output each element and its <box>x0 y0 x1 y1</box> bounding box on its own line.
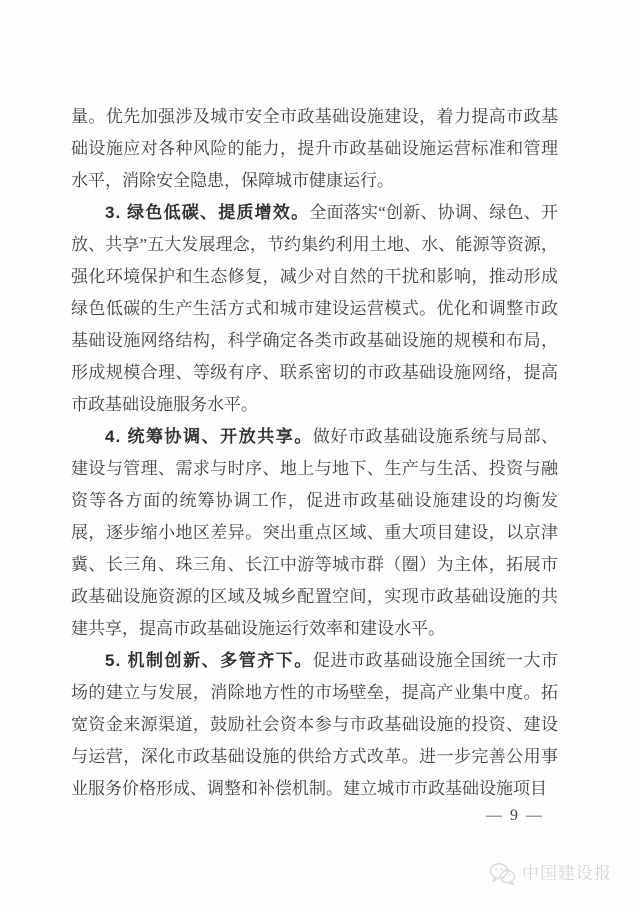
watermark-label: 中国建设报 <box>522 864 612 883</box>
paragraph-text: 促进市政基础设施全国统一大市场的建立与发展，消除地方性的市场壁垒，提高产业集中度。拓宽资金来源渠道，鼓励社会资本参与市政基础设施的投资、建设与运营，深化市政基础设施的供给方式改革。进一步完善公用事业服务价格形成、调整和补偿机制。建立城市市政基础设施项目 <box>71 651 558 798</box>
paragraph-lead: 4. 统筹协调、开放共享。 <box>105 427 313 446</box>
watermark <box>489 861 612 887</box>
paragraph-text: 做好市政基础设施系统与局部、建设与管理、需求与时序、地上与地下、生产与生活、投资与融资等各方面的统筹协调工作，促进市政基础设施建设的均衡发展，逐步缩小地区差异。突出重点区域、重大项目建设，以京津冀、长三角、珠三角、长江中游等城市群（圈）为主体，拓展市政基础设施资源的区域及城乡配置空间，实现市政基础设施的共建共享，提高市政基础设施运行效率和建设水平。 <box>71 427 558 638</box>
paragraph <box>71 101 558 197</box>
paragraph-text: 量。优先加强涉及城市安全市政基础设施建设，着力提高市政基础设施应对各种风险的能力，提升市政基础设施运营标准和管理水平，消除安全隐患，保障城市健康运行。 <box>71 107 558 190</box>
paragraph-text: 全面落实“创新、协调、绿色、开放、共享”五大发展理念，节约集约利用土地、水、能源等资源，强化环境保护和生态修复，减少对自然的干扰和影响，推动形成绿色低碳的生产生活方式和城市建设运营模式。优化和调整市政基础设施网络结构，科学确定各类市政基础设施的规模和布局，形成规模合理、等级有序、联系密切的市政基础设施网络，提高市政基础设施服务水平。 <box>71 203 558 414</box>
document-body <box>71 101 558 805</box>
paragraph-lead: 3. 绿色低碳、提质增效。 <box>105 203 310 222</box>
paragraph <box>71 197 558 421</box>
paragraph-lead: 5. 机制创新、多管齐下。 <box>105 651 313 670</box>
wechat-icon <box>489 862 516 886</box>
page-number: — 9 — <box>486 807 544 824</box>
paragraph <box>71 421 558 645</box>
paragraph <box>71 645 558 805</box>
